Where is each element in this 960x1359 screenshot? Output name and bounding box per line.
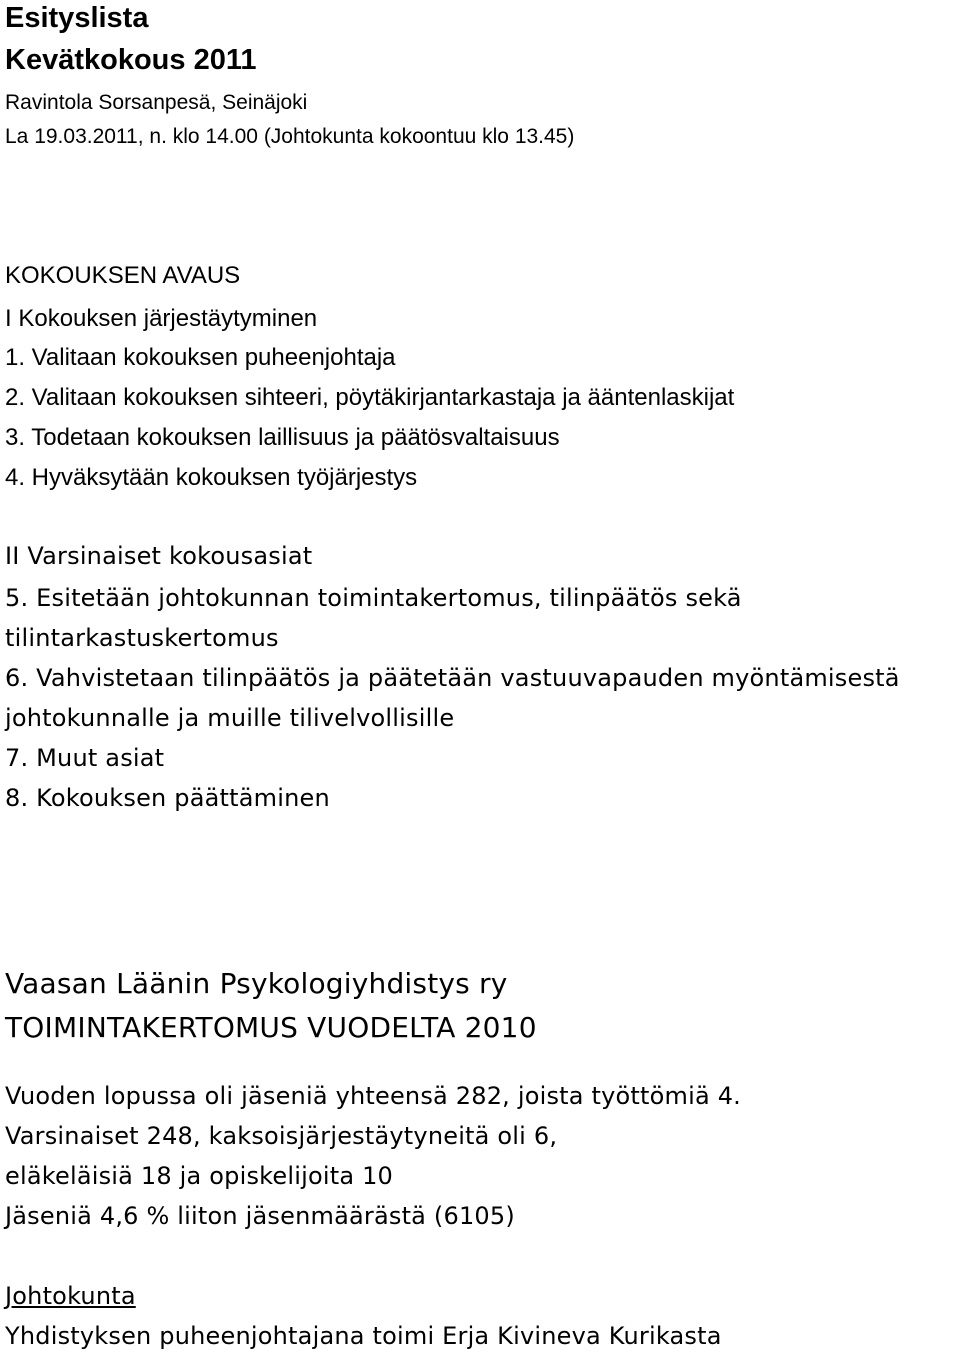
section-2-title: II Varsinaiset kokousasiat: [5, 542, 313, 570]
agenda-item-2: 2. Valitaan kokouksen sihteeri, pöytäkirjantarkastaja ja ääntenlaskijat: [5, 384, 735, 411]
agenda-item-6-continued: johtokunnalle ja muille tilivelvollisille: [5, 704, 455, 732]
agenda-item-5: 5. Esitetään johtokunnan toimintakertomus, tilinpäätös sekä: [5, 584, 742, 612]
membership-line-2: Varsinaiset 248, kaksoisjärjestäytyneitä oli 6,: [5, 1122, 558, 1150]
agenda-item-7: 7. Muut asiat: [5, 744, 165, 772]
agenda-item-4: 4. Hyväksytään kokouksen työjärjestys: [5, 464, 418, 491]
agenda-item-5-continued: tilintarkastuskertomus: [5, 624, 279, 652]
opening-heading: KOKOUKSEN AVAUS: [5, 262, 241, 289]
meeting-datetime: La 19.03.2011, n. klo 14.00 (Johtokunta kokoontuu klo 13.45): [5, 125, 575, 148]
section-1-title: I Kokouksen järjestäytyminen: [5, 305, 318, 332]
agenda-item-1: 1. Valitaan kokouksen puheenjohtaja: [5, 344, 396, 371]
report-title: TOIMINTAKERTOMUS VUODELTA 2010: [5, 1011, 537, 1044]
board-text: Yhdistyksen puheenjohtajana toimi Erja Kivineva Kurikasta: [5, 1322, 722, 1350]
membership-line-3: eläkeläisiä 18 ja opiskelijoita 10: [5, 1162, 394, 1190]
membership-line-1: Vuoden lopussa oli jäseniä yhteensä 282, joista työttömiä 4.: [5, 1082, 741, 1110]
agenda-item-6: 6. Vahvistetaan tilinpäätös ja päätetään vastuuvapauden myöntämisestä: [5, 664, 900, 692]
meeting-title: Kevätkokous 2011: [5, 44, 257, 76]
document-title: Esityslista: [5, 2, 149, 34]
board-heading: Johtokunta: [5, 1282, 136, 1310]
agenda-item-3: 3. Todetaan kokouksen laillisuus ja päätösvaltaisuus: [5, 424, 560, 451]
agenda-item-8: 8. Kokouksen päättäminen: [5, 784, 330, 812]
membership-line-4: Jäseniä 4,6 % liiton jäsenmäärästä (6105): [5, 1202, 515, 1230]
meeting-location: Ravintola Sorsanpesä, Seinäjoki: [5, 91, 308, 114]
organization-name: Vaasan Läänin Psykologiyhdistys ry: [5, 967, 508, 1000]
